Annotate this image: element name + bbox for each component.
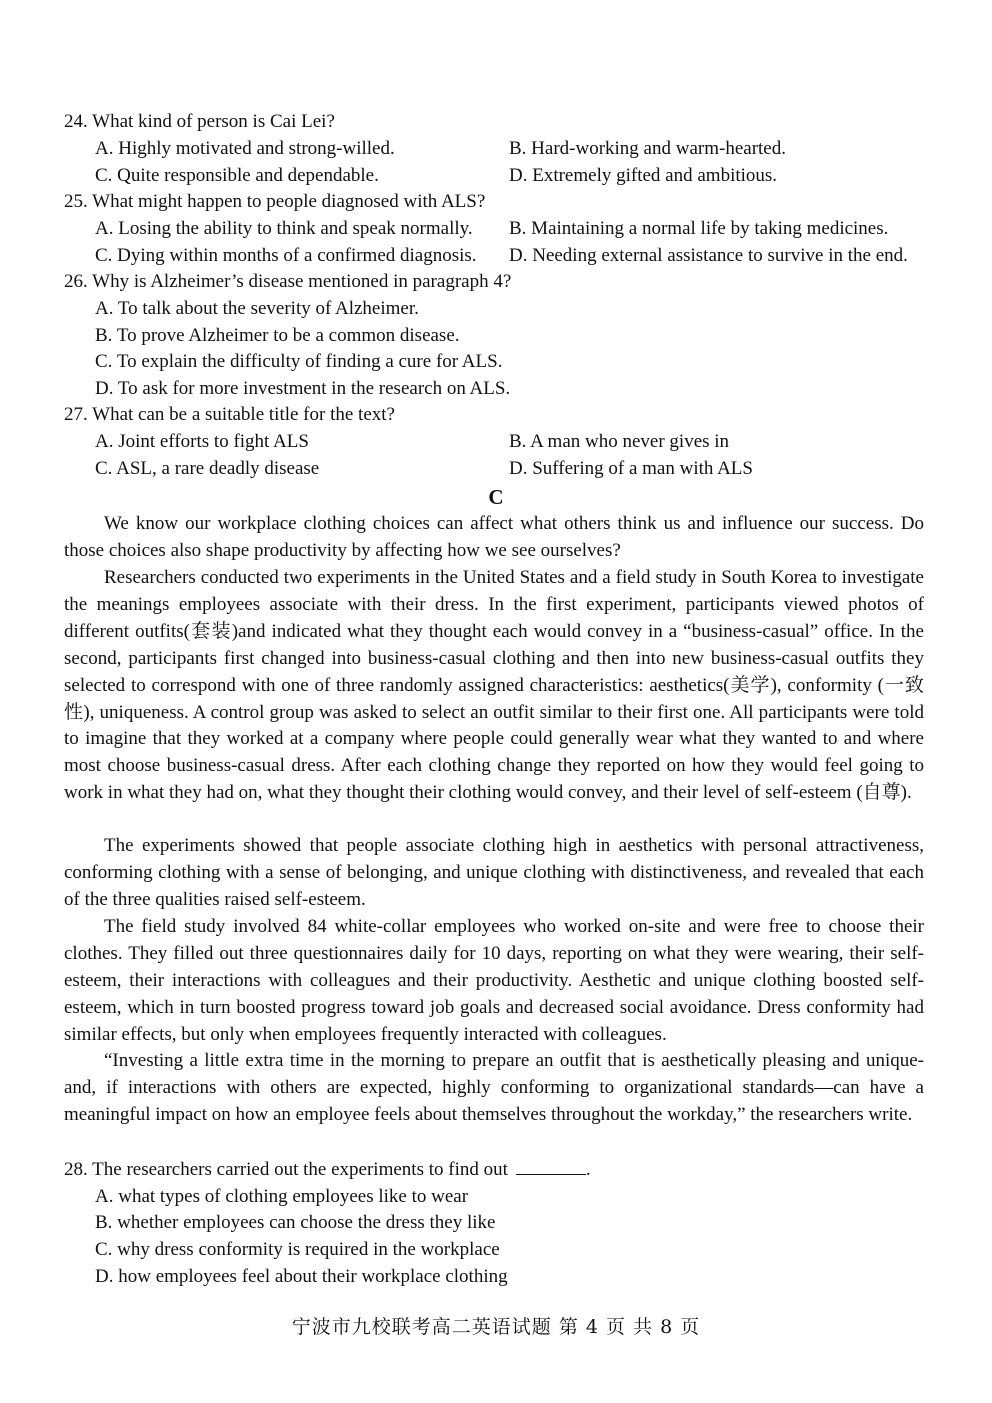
question-25-option-c: C. Dying within months of a confirmed diagnosis. <box>95 245 477 266</box>
question-24-stem: 24. What kind of person is Cai Lei? <box>64 111 335 132</box>
page-footer: 宁波市九校联考高二英语试题 第 4 页 共 8 页 <box>291 1316 701 1338</box>
question-25-option-a: A. Losing the ability to think and speak normally. <box>95 218 473 239</box>
question-27-stem: 27. What can be a suitable title for the text? <box>64 404 395 425</box>
question-25-stem: 25. What might happen to people diagnosed with ALS? <box>64 191 486 212</box>
section-c-heading: C <box>488 485 504 509</box>
question-28-option-c: C. why dress conformity is required in the workplace <box>95 1239 500 1260</box>
passage-paragraph-2: Researchers conducted two experiments in the United States and a field study in South Korea to investigate the meanings employees associate with their dress. In the first experiment, participants viewed photos of different outfits(套装)and indicated what they thought each would convey in a “business-casual” office. In the second, participants first changed into business-casual clothing and then into new business-casual outfits they selected to correspond with one of three randomly assigned characteristics: aesthetics(美学), conformity (一致性), uniqueness. A control group was asked to select an outfit similar to their first one. All participants were told to imagine that they worked at a company where people could generally wear what they wanted to and where most choose business-casual dress. After each clothing change they reported on how they would feel going to work in what they had on, what they thought their clothing would convey, and their level of self-esteem (自尊). <box>64 567 924 804</box>
question-28-option-a: A. what types of clothing employees like to wear <box>95 1186 469 1207</box>
question-25-option-b: B. Maintaining a normal life by taking medicines. <box>509 218 889 239</box>
passage-paragraph-3: The experiments showed that people associate clothing high in aesthetics with personal attractiveness, conforming clothing with a sense of belonging, and unique clothing with distinctiveness, and revealed that each of the three qualities raised self-esteem. <box>64 835 924 910</box>
passage-paragraph-4: The field study involved 84 white-collar employees who worked on-site and were free to choose their clothes. They filled out three questionnaires daily for 10 days, reporting on what they were wearing, their self-esteem, their interactions with colleagues and their productivity. Aesthetic and unique clothing boosted self-esteem, which in turn boosted progress toward job goals and decreased social avoidance. Dress conformity had similar effects, but only when employees frequently interacted with colleagues. <box>64 916 924 1045</box>
question-26-option-c: C. To explain the difficulty of finding a cure for ALS. <box>95 351 503 372</box>
question-24-option-a: A. Highly motivated and strong-willed. <box>95 138 395 159</box>
question-26-option-b: B. To prove Alzheimer to be a common disease. <box>95 325 460 346</box>
question-28-option-d: D. how employees feel about their workplace clothing <box>95 1266 508 1287</box>
question-26-option-a: A. To talk about the severity of Alzheimer. <box>95 298 419 319</box>
question-24-option-b: B. Hard-working and warm-hearted. <box>509 138 786 159</box>
question-28-stem: 28. The researchers carried out the experiments to find out <box>64 1159 508 1180</box>
question-27-option-a: A. Joint efforts to fight ALS <box>95 431 309 452</box>
question-28-stem-end: . <box>585 1159 591 1180</box>
question-28-option-b: B. whether employees can choose the dress they like <box>95 1212 496 1233</box>
question-26-stem: 26. Why is Alzheimer’s disease mentioned in paragraph 4? <box>64 271 512 292</box>
passage-paragraph-5: “Investing a little extra time in the morning to prepare an outfit that is aesthetically pleasing and unique-and, if interactions with others are expected, highly conforming to organizational standards—can have a meaningful impact on how an employee feels about themselves throughout the workday,” the researchers write. <box>64 1050 924 1125</box>
question-27-option-d: D. Suffering of a man with ALS <box>509 458 753 479</box>
question-27-option-c: C. ASL, a rare deadly disease <box>95 458 320 479</box>
question-27-option-b: B. A man who never gives in <box>509 431 730 452</box>
question-28-stem-row <box>64 1156 591 1183</box>
answer-blank <box>516 1156 586 1175</box>
passage-paragraph-1: We know our workplace clothing choices can affect what others think us and influence our success. Do those choices also shape productivity by affecting how we see ourselves? <box>64 513 924 561</box>
question-25-option-d: D. Needing external assistance to survive in the end. <box>509 245 908 266</box>
question-26-option-d: D. To ask for more investment in the research on ALS. <box>95 378 511 399</box>
question-24-option-c: C. Quite responsible and dependable. <box>95 165 379 186</box>
question-24-option-d: D. Extremely gifted and ambitious. <box>509 165 778 186</box>
